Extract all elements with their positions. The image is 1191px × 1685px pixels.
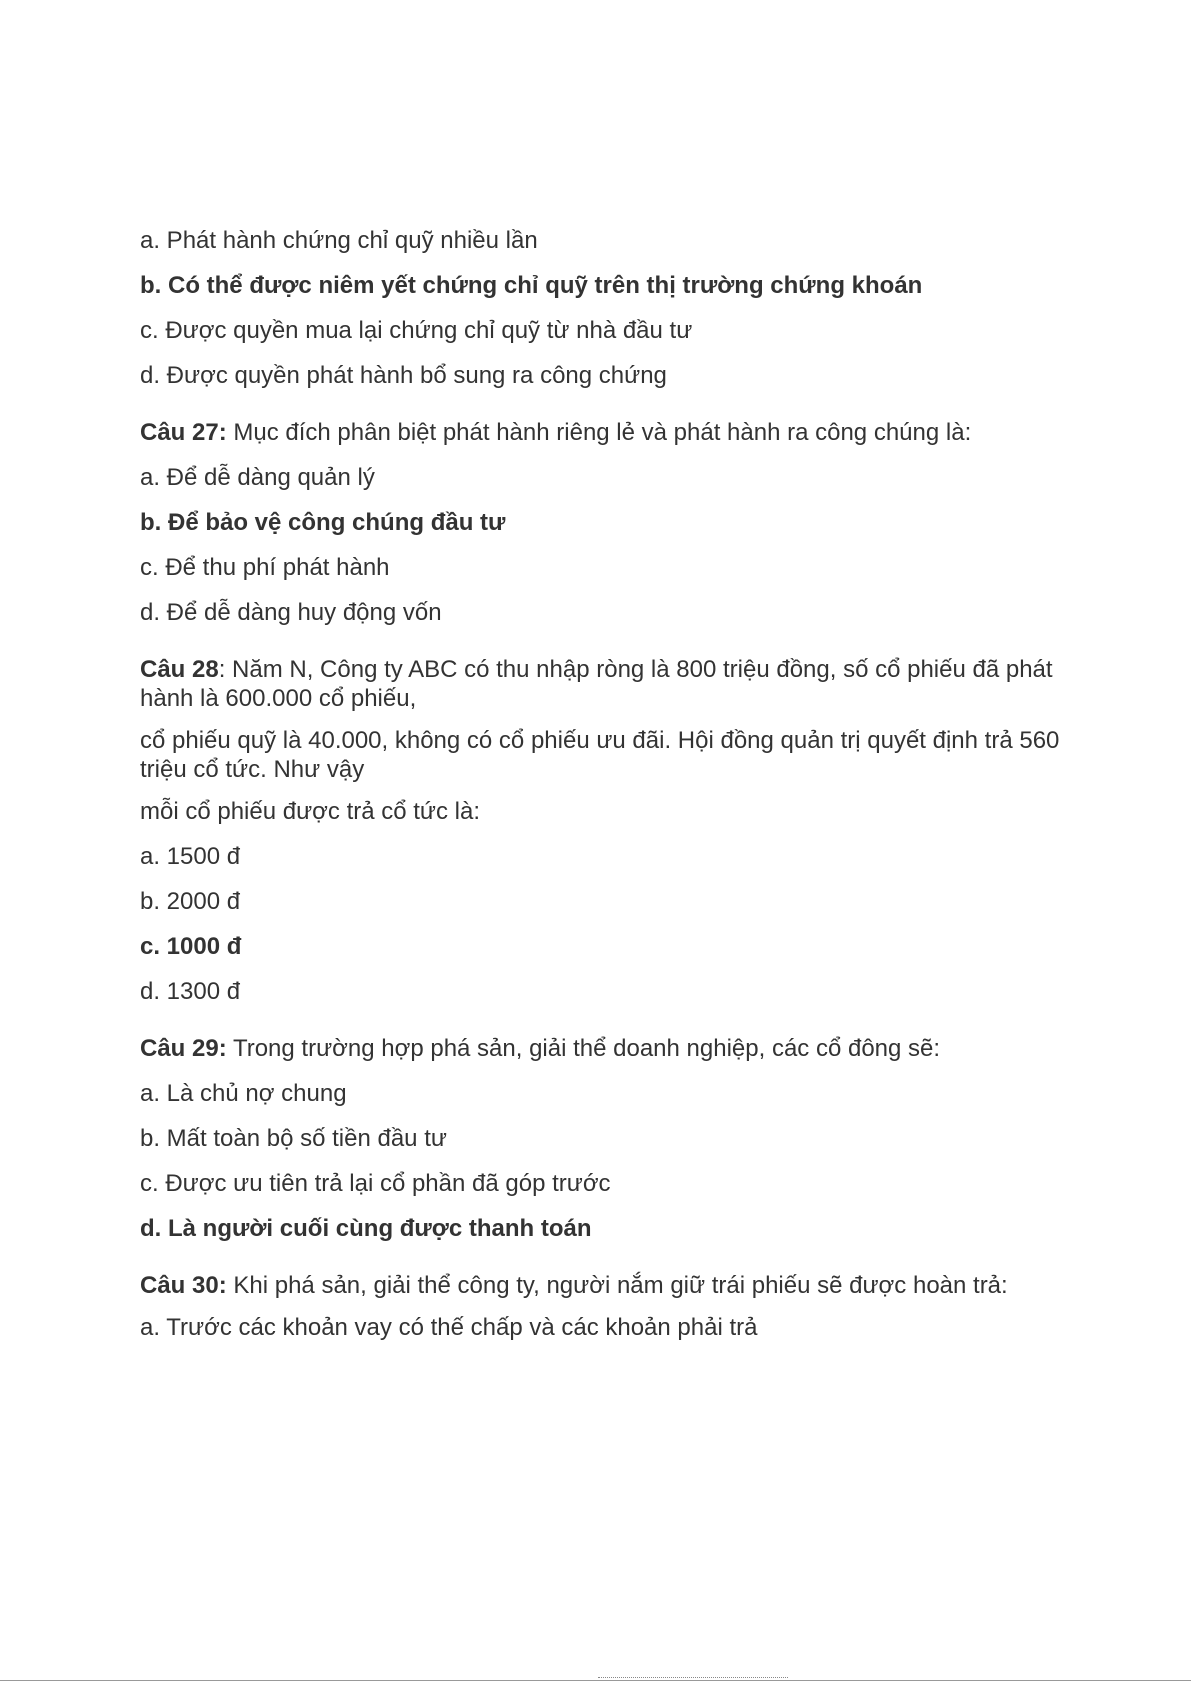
q29-question xyxy=(140,1034,1080,1063)
q26-option-d: d. Được quyền phát hành bổ sung ra công chứng xyxy=(140,362,667,389)
q28-question-part-3: mỗi cổ phiếu được trả cổ tức là: xyxy=(140,798,481,825)
q29-text: Trong trường hợp phá sản, giải thể doanh nghiệp, các cổ đông sẽ: xyxy=(226,1035,941,1062)
page-bottom-rule xyxy=(0,1680,1191,1681)
q29-label: Câu 29: xyxy=(140,1035,227,1062)
q26-option-a: a. Phát hành chứng chỉ quỹ nhiều lần xyxy=(140,227,538,254)
q30-text: Khi phá sản, giải thể công ty, người nắm giữ trái phiếu sẽ được hoàn trả: xyxy=(226,1272,1008,1299)
q26-option-b-correct: b. Có thể được niêm yết chứng chỉ quỹ trên thị trường chứng khoán xyxy=(140,272,923,299)
q28-question-part-1 xyxy=(140,655,1080,713)
q28-text-1: : Năm N, Công ty ABC có thu nhập ròng là 800 triệu đồng, số cổ phiếu đã phát hành là 600.000 cổ phiếu, xyxy=(140,656,1053,712)
q27-question xyxy=(140,418,1080,447)
document-page xyxy=(140,226,1080,1342)
q27-option-c: c. Để thu phí phát hành xyxy=(140,554,390,581)
q29-option-c: c. Được ưu tiên trả lại cổ phần đã góp trước xyxy=(140,1170,611,1197)
q28-label: Câu 28 xyxy=(140,656,219,683)
q26-option-c: c. Được quyền mua lại chứng chỉ quỹ từ nhà đầu tư xyxy=(140,317,693,344)
q28-question-part-2: cổ phiếu quỹ là 40.000, không có cổ phiếu ưu đãi. Hội đồng quản trị quyết định trả 560 triệu cổ tức. Như vậy xyxy=(140,727,1060,783)
q29-option-a: a. Là chủ nợ chung xyxy=(140,1080,347,1107)
q27-option-b-correct: b. Để bảo vệ công chúng đầu tư xyxy=(140,509,506,536)
q27-label: Câu 27: xyxy=(140,419,227,446)
q28-option-a: a. 1500 đ xyxy=(140,843,241,870)
q27-text: Mục đích phân biệt phát hành riêng lẻ và phát hành ra công chúng là: xyxy=(226,419,972,446)
q28-option-c-correct: c. 1000 đ xyxy=(140,933,242,960)
q30-option-a: a. Trước các khoản vay có thế chấp và các khoản phải trả xyxy=(140,1314,758,1341)
q28-option-d: d. 1300 đ xyxy=(140,978,241,1005)
q30-label: Câu 30: xyxy=(140,1272,227,1299)
q27-option-d: d. Để dễ dàng huy động vốn xyxy=(140,599,442,626)
page-bottom-dotted-mark xyxy=(598,1677,788,1681)
q29-option-b: b. Mất toàn bộ số tiền đầu tư xyxy=(140,1125,447,1152)
q27-option-a: a. Để dễ dàng quản lý xyxy=(140,464,375,491)
q29-option-d-correct: d. Là người cuối cùng được thanh toán xyxy=(140,1215,592,1242)
q30-question xyxy=(140,1271,1080,1300)
q28-option-b: b. 2000 đ xyxy=(140,888,241,915)
